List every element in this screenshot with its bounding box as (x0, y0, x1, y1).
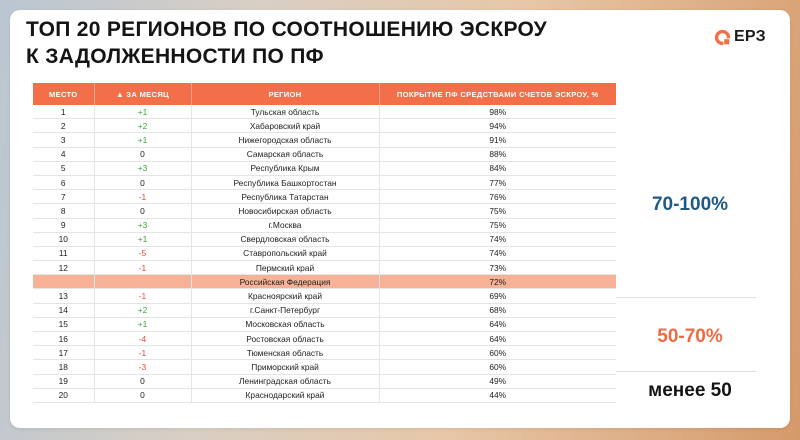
table-row-country-total (33, 275, 616, 289)
region-cell: Московская область (191, 317, 379, 331)
place-cell: 11 (33, 246, 94, 260)
coverage-cell: 60% (379, 346, 616, 360)
band-label-50-70: 50-70% (657, 326, 723, 347)
month-change-cell: +1 (94, 232, 191, 246)
month-change-cell: -1 (94, 190, 191, 204)
region-cell: Красноярский край (191, 289, 379, 303)
region-cell: Тюменская область (191, 346, 379, 360)
table-row (33, 246, 616, 260)
table-row (33, 317, 616, 331)
coverage-cell: 64% (379, 332, 616, 346)
region-cell: Новосибирская область (191, 204, 379, 218)
band-label-70-100: 70-100% (651, 194, 729, 215)
table-row (33, 204, 616, 218)
header-coverage: ПОКРЫТИЕ ПФ СРЕДСТВАМИ СЧЕТОВ ЭСКРОУ, % (379, 83, 616, 105)
title-line-1: ТОП 20 РЕГИОНОВ ПО СООТНОШЕНИЮ ЭСКРОУ (26, 18, 547, 41)
region-cell: Республика Крым (191, 161, 379, 175)
place-cell: 17 (33, 346, 94, 360)
place-cell: 5 (33, 161, 94, 175)
coverage-cell: 94% (379, 119, 616, 133)
month-change-cell: -1 (94, 261, 191, 275)
table-row (33, 332, 616, 346)
month-change-cell: +1 (94, 133, 191, 147)
place-cell: 6 (33, 175, 94, 189)
month-change-cell: -3 (94, 360, 191, 374)
table-row (33, 161, 616, 175)
month-change-cell: 0 (94, 388, 191, 402)
coverage-cell: 74% (379, 246, 616, 260)
place-cell: 16 (33, 332, 94, 346)
table-row (33, 119, 616, 133)
region-cell: Республика Башкортостан (191, 175, 379, 189)
month-change-cell: 0 (94, 204, 191, 218)
page-title (26, 16, 586, 70)
coverage-cell: 68% (379, 303, 616, 317)
coverage-cell: 76% (379, 190, 616, 204)
place-cell: 9 (33, 218, 94, 232)
table-row (33, 105, 616, 119)
coverage-cell: 49% (379, 374, 616, 388)
table-body (33, 105, 616, 402)
coverage-cell: 44% (379, 388, 616, 402)
place-cell: 4 (33, 147, 94, 161)
region-cell: Хабаровский край (191, 119, 379, 133)
brand-logo (714, 28, 766, 46)
coverage-cell: 88% (379, 147, 616, 161)
band-divider (616, 371, 756, 372)
month-change-cell: -1 (94, 289, 191, 303)
place-cell: 3 (33, 133, 94, 147)
month-change-cell: +3 (94, 218, 191, 232)
coverage-cell: 91% (379, 133, 616, 147)
place-cell: 2 (33, 119, 94, 133)
coverage-cell: 72% (379, 275, 616, 289)
month-change-cell: +1 (94, 317, 191, 331)
coverage-cell: 84% (379, 161, 616, 175)
coverage-cell: 74% (379, 232, 616, 246)
header-place: МЕСТО (33, 83, 94, 105)
coverage-cell: 75% (379, 218, 616, 232)
month-change-cell: +1 (94, 105, 191, 119)
place-cell (33, 275, 94, 289)
table-row (33, 261, 616, 275)
table-row (33, 303, 616, 317)
table-row (33, 133, 616, 147)
table-row (33, 346, 616, 360)
coverage-cell: 75% (379, 204, 616, 218)
month-change-cell: -5 (94, 246, 191, 260)
place-cell: 10 (33, 232, 94, 246)
place-cell: 15 (33, 317, 94, 331)
region-cell: Российская Федерация (191, 275, 379, 289)
month-change-cell: -4 (94, 332, 191, 346)
month-change-cell: +2 (94, 119, 191, 133)
coverage-cell: 73% (379, 261, 616, 275)
table-row (33, 218, 616, 232)
table-row (33, 232, 616, 246)
header-month-change: ▲ ЗА МЕСЯЦ (94, 83, 191, 105)
month-change-cell (94, 275, 191, 289)
month-change-cell: +3 (94, 161, 191, 175)
coverage-cell: 64% (379, 317, 616, 331)
header-region: РЕГИОН (191, 83, 379, 105)
month-change-cell: -1 (94, 346, 191, 360)
table-row (33, 374, 616, 388)
place-cell: 19 (33, 374, 94, 388)
coverage-cell: 69% (379, 289, 616, 303)
table-row (33, 175, 616, 189)
region-cell: Пермский край (191, 261, 379, 275)
table-row (33, 190, 616, 204)
region-cell: Ставропольский край (191, 246, 379, 260)
month-change-cell: 0 (94, 374, 191, 388)
title-line-2: К ЗАДОЛЖЕННОСТИ ПО ПФ (26, 45, 324, 68)
place-cell: 18 (33, 360, 94, 374)
band-label-below-50: менее 50 (648, 380, 732, 401)
erz-logo-icon (714, 29, 731, 46)
place-cell: 13 (33, 289, 94, 303)
region-cell: Ростовская область (191, 332, 379, 346)
region-cell: г.Санкт-Петербург (191, 303, 379, 317)
coverage-cell: 60% (379, 360, 616, 374)
month-change-cell: +2 (94, 303, 191, 317)
region-cell: Тульская область (191, 105, 379, 119)
coverage-cell: 77% (379, 175, 616, 189)
region-cell: Приморский край (191, 360, 379, 374)
table-row (33, 289, 616, 303)
region-cell: Республика Татарстан (191, 190, 379, 204)
region-cell: Свердловская область (191, 232, 379, 246)
band-divider (616, 297, 756, 298)
region-cell: Ленинградская область (191, 374, 379, 388)
table-row (33, 147, 616, 161)
place-cell: 8 (33, 204, 94, 218)
region-cell: Нижегородская область (191, 133, 379, 147)
region-cell: Самарская область (191, 147, 379, 161)
regions-table (33, 83, 616, 403)
table-header-row (33, 83, 616, 105)
logo-text: ЕРЗ (733, 28, 766, 45)
place-cell: 1 (33, 105, 94, 119)
table-row (33, 388, 616, 402)
table-row (33, 360, 616, 374)
place-cell: 12 (33, 261, 94, 275)
place-cell: 20 (33, 388, 94, 402)
region-cell: Краснодарский край (191, 388, 379, 402)
place-cell: 7 (33, 190, 94, 204)
region-cell: г.Москва (191, 218, 379, 232)
coverage-cell: 98% (379, 105, 616, 119)
month-change-cell: 0 (94, 175, 191, 189)
month-change-cell: 0 (94, 147, 191, 161)
place-cell: 14 (33, 303, 94, 317)
